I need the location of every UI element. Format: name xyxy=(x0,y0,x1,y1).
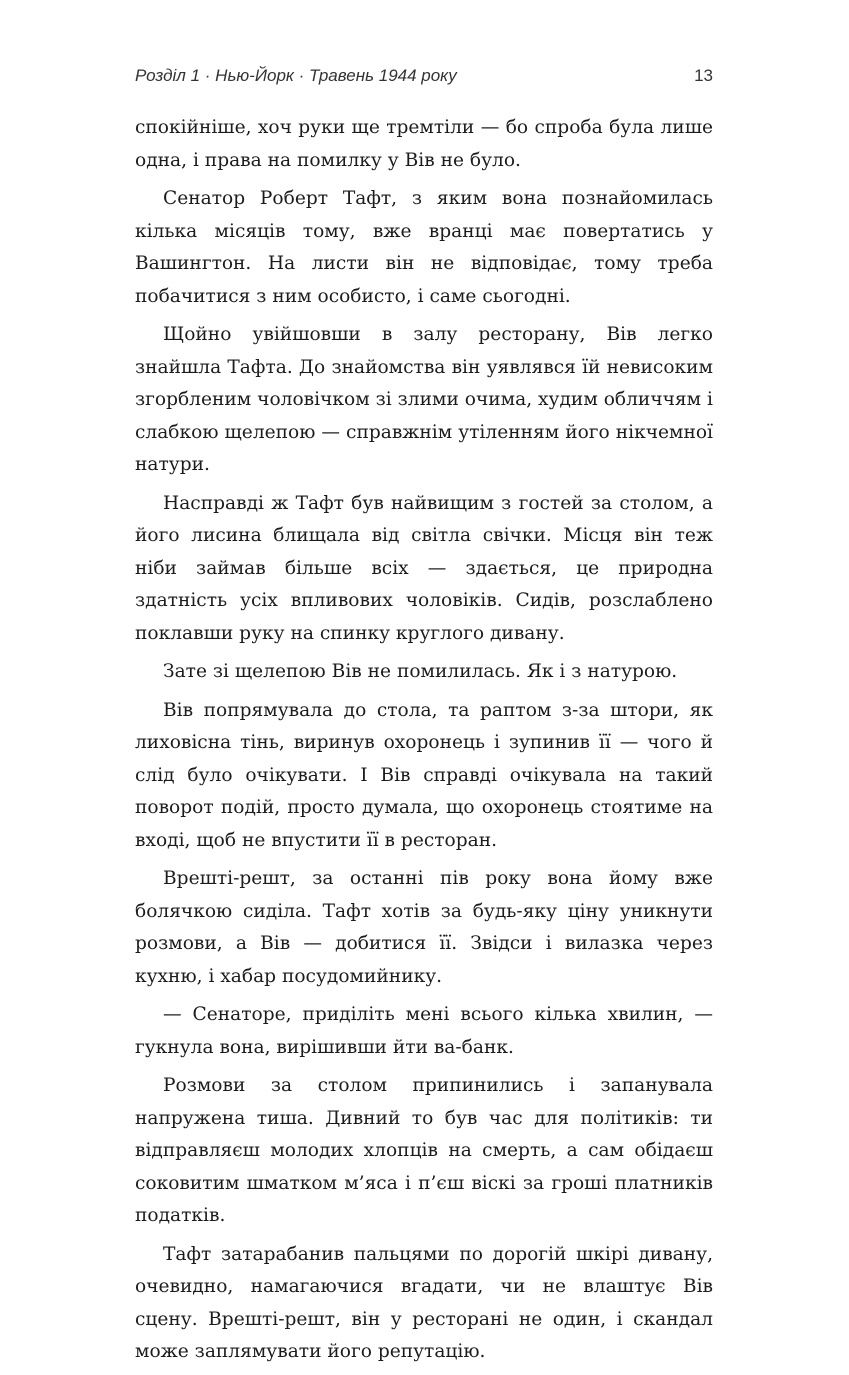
body-text xyxy=(135,112,713,1375)
paragraph: Розмови за столом припинились і запанувала напружена тиша. Дивний то був час для політиків: ти відправляєш молодих хлопців на смерть, а сам обідаєш соковитим шматком м’яса і п’єш віскі за гроші платників податків. xyxy=(135,1075,713,1226)
dialogue-paragraph: — Сенаторе, приділіть мені всього кілька хвилин, — гукнула вона, вирішивши йти ва-банк. xyxy=(135,1004,713,1058)
paragraph: Сенатор Роберт Тафт, з яким вона познайомилась кілька місяців тому, вже вранці має повертатись у Вашингтон. На листи він не відповідає, тому треба побачитися з ним особисто, і саме сьогодні. xyxy=(135,188,713,307)
paragraph: Зате зі щелепою Вів не помилилась. Як і з натурою. xyxy=(163,661,678,682)
paragraph-continuation: спокійніше, хоч руки ще тремтіли — бо спроба була лише одна, і права на помилку у Вів не було. xyxy=(135,117,713,171)
running-header xyxy=(135,66,713,90)
paragraph: Вів попрямувала до стола, та раптом з-за штори, як лиховісна тінь, виринув охоронець і зупинив її — чого й слід було очікувати. І Вів справді очікувала на такий поворот подій, просто думала, що охоронець стоятиме на вході, щоб не впустити її в ресторан. xyxy=(135,699,713,851)
page-number: 13 xyxy=(694,66,713,85)
paragraph: Насправді ж Тафт був найвищим з гостей за столом, а його лисина блищала від світла свічки. Місця він теж ніби займав більше всіх — здається, це природна здатність усіх впливових чоловіків. Сидів, розслаблено поклавши руку на спинку круглого дивану. xyxy=(135,492,713,644)
paragraph: Тафт затарабанив пальцями по дорогій шкірі дивану, очевидно, намагаючися вгадати, чи не влаштує Вів сцену. Врешті-решт, він у ресторані не один, і скандал може заплямувати його репутацію. xyxy=(135,1243,713,1362)
paragraph: Врешті-решт, за останні пів року вона йому вже болячкою сиділа. Тафт хотів за будь-яку ціну уникнути розмови, а Вів — добитися її. Звідси і вилазка через кухню, і хабар посудомийнику. xyxy=(135,868,713,987)
paragraph: Щойно увійшовши в залу ресторану, Вів легко знайшла Тафта. До знайомства він уявлявся їй невисоким згорбленим чоловічком зі злими очима, худим обличчям і слабкою щелепою — справжнім утіленням його нікчемної натури. xyxy=(135,324,713,475)
chapter-header: Розділ 1 · Нью-Йорк · Травень 1944 року xyxy=(135,66,457,85)
